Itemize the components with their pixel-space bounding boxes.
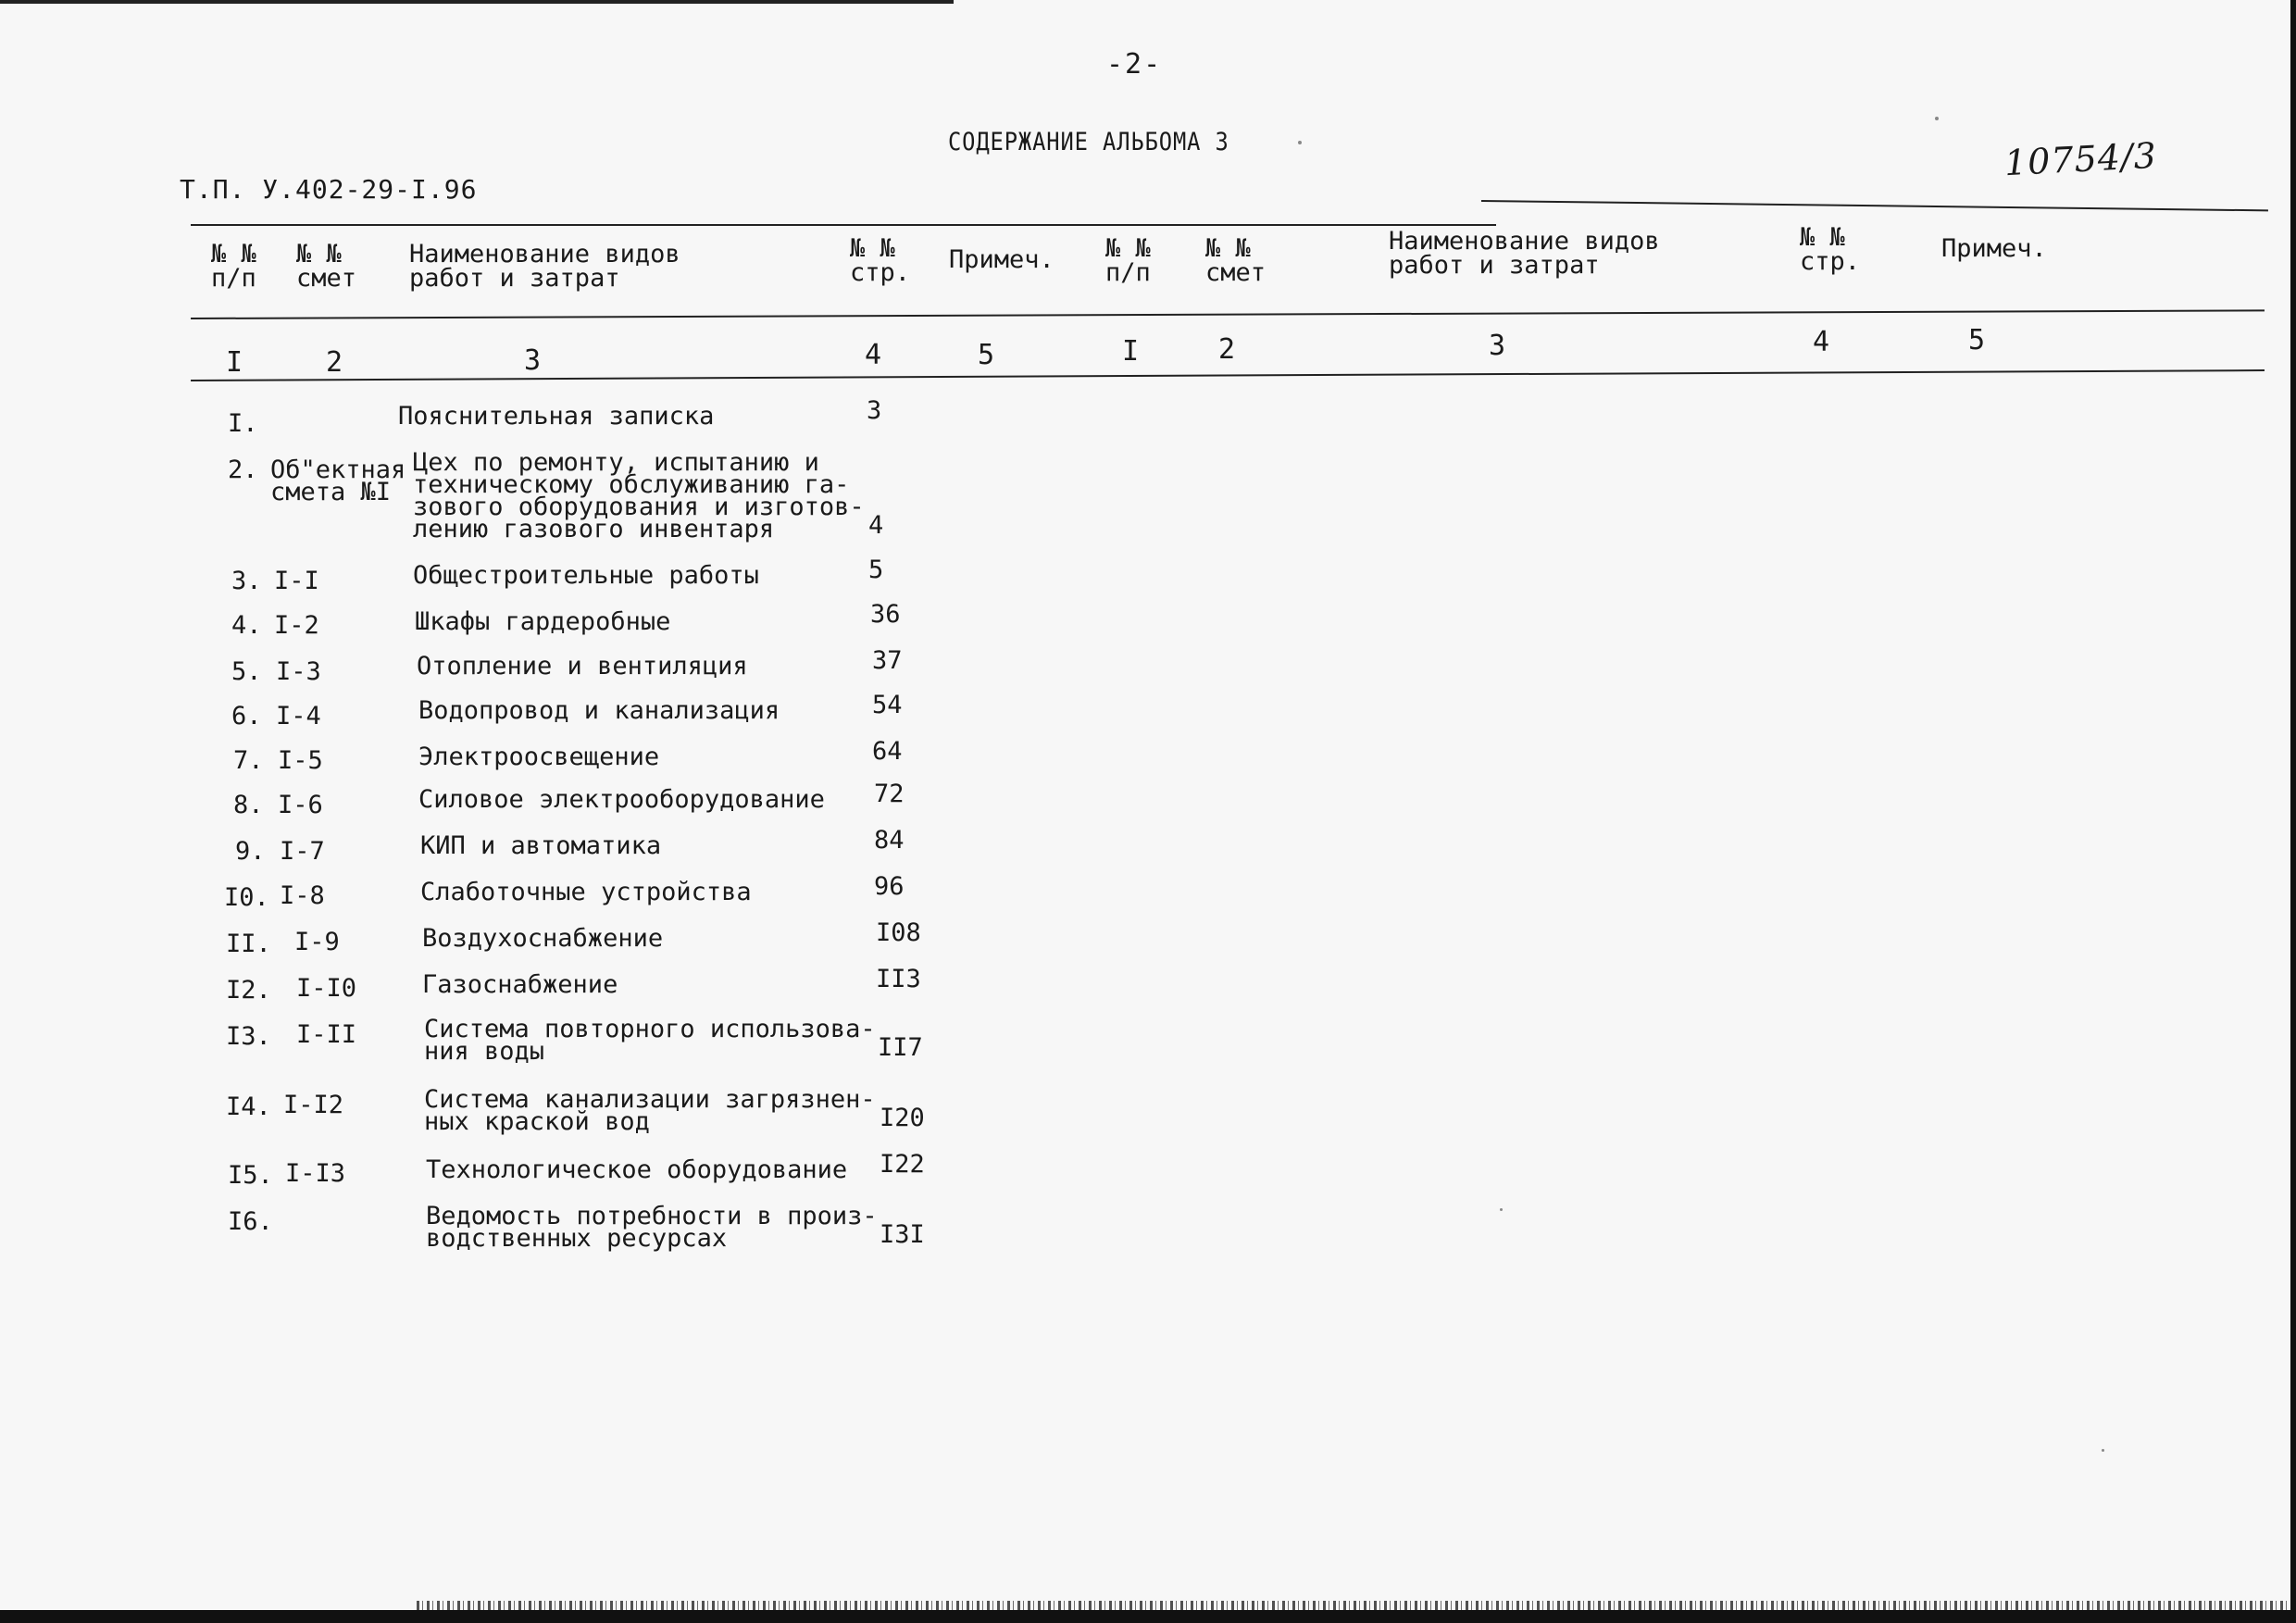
scan-edge-top: [0, 0, 954, 4]
column-number: 5: [1968, 324, 1986, 356]
row-number: 9.: [235, 837, 266, 866]
row-estimate: I-I0: [296, 974, 357, 1003]
column-number: 2: [1218, 333, 1236, 366]
row-number: 4.: [231, 611, 262, 640]
row-work-name: Электроосвещение: [418, 743, 660, 771]
row-page: 5: [868, 556, 884, 584]
document-code: Т.П. У.402-29-I.96: [180, 174, 478, 205]
column-number: 3: [524, 344, 542, 377]
row-number: I0.: [224, 883, 269, 912]
row-estimate: I-8: [280, 881, 325, 910]
header-smet-right: № № смет: [1205, 234, 1267, 287]
header-pp: № № п/п: [211, 240, 256, 293]
row-work-name: Общестроительные работы: [413, 561, 759, 590]
table-top-rule: [191, 224, 1496, 226]
row-work-name: Силовое электрооборудование: [418, 785, 825, 814]
column-number: I: [226, 346, 243, 379]
row-work-name: Система канализации загрязнен- ных краской вод: [424, 1085, 876, 1136]
row-number: 8.: [233, 791, 264, 819]
row-estimate: Об"ектная смета №I: [270, 456, 406, 506]
header-pp-right: № № п/п: [1105, 234, 1151, 287]
row-number: I.: [228, 409, 258, 438]
row-work-name: Воздухоснабжение: [422, 924, 664, 953]
scan-noise-strip: [417, 1601, 2287, 1610]
row-work-name: Система повторного использова- ния воды: [424, 1015, 876, 1066]
header-work-name: Наименование видов работ и затрат: [409, 240, 680, 293]
row-number: I3.: [226, 1022, 271, 1051]
row-page: I3I: [880, 1220, 925, 1249]
row-estimate: I-3: [276, 657, 321, 686]
row-estimate: I-5: [278, 746, 323, 775]
row-page: 4: [868, 511, 884, 540]
row-page: 84: [874, 826, 905, 855]
header-page-right: № № стр.: [1800, 223, 1861, 276]
row-work-name: Технологическое оборудование: [426, 1155, 848, 1184]
row-work-name: КИП и автоматика: [420, 831, 662, 860]
row-number: I2.: [226, 976, 271, 1005]
scan-speck: [1298, 141, 1302, 144]
row-estimate: I-7: [280, 837, 325, 866]
row-page: 3: [867, 396, 882, 425]
row-work-name: Пояснительная записка: [398, 402, 715, 431]
row-work-name: Шкафы гардеробные: [415, 607, 671, 636]
row-number: 6.: [231, 702, 262, 730]
scan-edge-right: [2290, 0, 2296, 1623]
header-smet: № № смет: [296, 240, 357, 293]
row-number: I6.: [228, 1207, 273, 1236]
column-number: I: [1122, 335, 1140, 368]
row-page: 37: [872, 646, 903, 675]
header-work-name-right: Наименование видов работ и затрат: [1389, 227, 1660, 280]
row-page: II3: [876, 965, 921, 993]
row-estimate: I-I: [274, 567, 319, 595]
row-estimate: I-2: [274, 611, 319, 640]
header-bottom-rule: [191, 309, 2265, 319]
header-note-right: Примеч.: [1941, 234, 2047, 263]
scan-speck: [1500, 1208, 1503, 1211]
handwritten-inventory-number: 10754/3: [2003, 134, 2158, 184]
row-number: I5.: [228, 1161, 273, 1190]
scan-speck: [1935, 117, 1939, 120]
row-estimate: I-I2: [283, 1091, 344, 1119]
row-estimate: I-4: [276, 702, 321, 730]
row-page: 54: [872, 691, 903, 719]
row-number: 5.: [231, 657, 262, 686]
row-page: I20: [880, 1104, 925, 1132]
row-work-name: Цех по ремонту, испытанию и техническому обслуживанию га- зового оборудования и изготов- лению газового инвентаря: [413, 448, 865, 543]
column-number: 4: [865, 339, 882, 371]
row-number: 2.: [228, 456, 258, 484]
row-work-name: Водопровод и канализация: [418, 696, 780, 725]
row-number: I4.: [226, 1092, 271, 1121]
column-number: 3: [1489, 330, 1506, 362]
row-page: 36: [870, 600, 901, 629]
column-number: 2: [326, 346, 343, 379]
row-page: I08: [876, 918, 921, 947]
header-page: № № стр.: [850, 234, 911, 287]
row-number: 3.: [231, 567, 262, 595]
scan-speck: [2102, 1449, 2104, 1452]
header-note: Примеч.: [949, 245, 1054, 274]
row-estimate: I-II: [296, 1020, 357, 1049]
row-number: II.: [226, 930, 271, 958]
row-page: II7: [878, 1033, 923, 1062]
row-page: I22: [880, 1150, 925, 1179]
row-estimate: I-I3: [285, 1159, 346, 1188]
document-title: СОДЕРЖАНИЕ АЛЬБОМА 3: [948, 128, 1229, 156]
row-page: 64: [872, 737, 903, 766]
row-page: 96: [874, 872, 905, 901]
row-work-name: Слаботочные устройства: [420, 878, 752, 906]
column-number-rule: [191, 369, 2265, 381]
column-number: 5: [978, 339, 995, 371]
row-work-name: Газоснабжение: [422, 970, 618, 999]
column-number: 4: [1813, 326, 1830, 358]
page-number: -2-: [1106, 48, 1163, 81]
row-work-name: Отопление и вентиляция: [417, 652, 748, 680]
row-work-name: Ведомость потребности в произ- водственных ресурсах: [426, 1202, 878, 1253]
row-number: 7.: [233, 746, 264, 775]
row-estimate: I-9: [294, 928, 340, 956]
row-estimate: I-6: [278, 791, 323, 819]
table-top-rule-right: [1481, 200, 2268, 211]
scan-edge-bottom: [0, 1610, 2296, 1623]
row-page: 72: [874, 780, 905, 808]
